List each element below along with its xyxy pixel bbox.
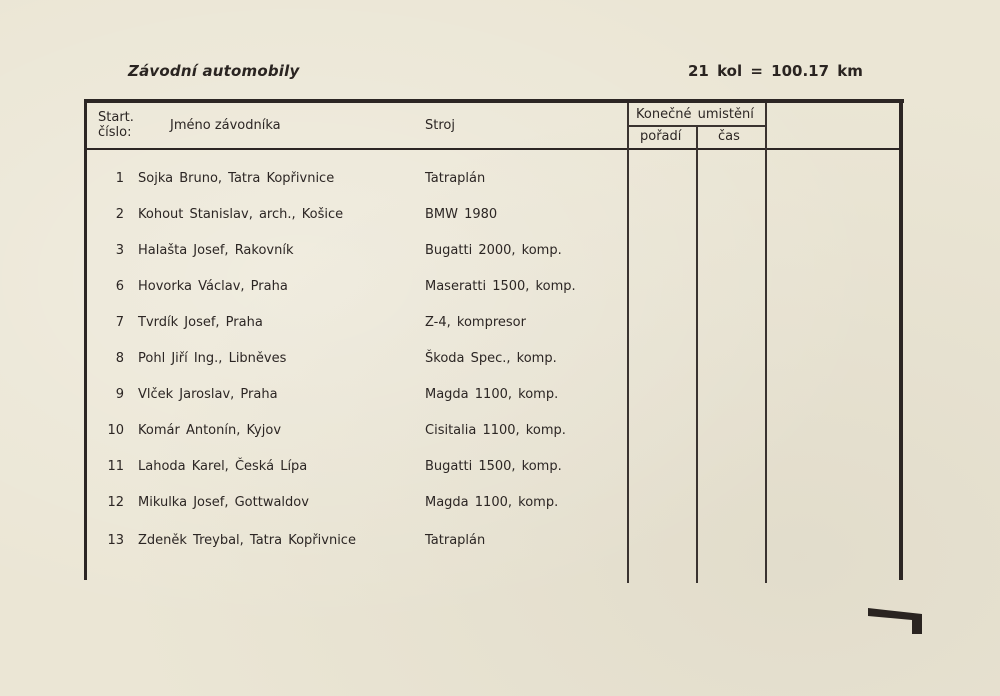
table-header-divider [86,148,901,150]
header-position: pořadí [640,129,682,144]
table-right-border [899,99,903,580]
start-number: 9 [115,387,124,402]
header-start-line1: Start. [98,110,134,125]
start-number: 11 [107,459,124,474]
car-model: Tatraplán [425,171,486,186]
start-number: 6 [115,279,124,294]
header-final-placement: Konečné umistění [636,107,754,122]
driver-name: Pohl Jiří Ing., Libněves [138,351,287,366]
column-divider-position-time [696,126,698,583]
car-model: Škoda Spec., komp. [425,351,557,366]
start-number: 10 [107,423,124,438]
start-number: 8 [115,351,124,366]
start-number: 13 [107,533,124,548]
column-divider-position-left [627,103,629,583]
driver-name: Kohout Stanislav, arch., Košice [138,207,344,222]
car-model: Magda 1100, komp. [425,387,559,402]
car-model: Cisitalia 1100, komp. [425,423,566,438]
start-number: 3 [115,243,124,258]
driver-name: Zdeněk Treybal, Tatra Kopřivnice [138,533,356,548]
final-header-subdivider [628,125,766,127]
driver-name: Komár Antonín, Kyjov [138,423,282,438]
column-divider-time-right [765,103,767,583]
start-number: 12 [107,495,124,510]
driver-name: Mikulka Josef, Gottwaldov [138,495,309,510]
driver-name: Halašta Josef, Rakovník [138,243,294,258]
driver-name: Sojka Bruno, Tatra Kopřivnice [138,171,335,186]
header-start-number [98,110,134,140]
start-number: 2 [115,207,124,222]
car-model: Z-4, kompresor [425,315,526,330]
page-title: Závodní automobily [128,62,300,80]
driver-name: Tvrdík Josef, Praha [138,315,263,330]
header-car: Stroj [425,118,455,133]
driver-name: Hovorka Václav, Praha [138,279,288,294]
car-model: Bugatti 1500, komp. [425,459,562,474]
start-number: 7 [115,315,124,330]
header-time: čas [718,129,740,144]
header-driver-name: Jméno závodníka [170,118,281,133]
table-top-border [84,99,904,103]
header-start-line2: číslo: [98,125,132,140]
driver-name: Lahoda Karel, Česká Lípa [138,459,308,474]
start-number: 1 [115,171,124,186]
driver-name: Vlček Jaroslav, Praha [138,387,278,402]
car-model: Tatraplán [425,533,486,548]
page-corner-mark [866,606,924,636]
car-model: Maseratti 1500, komp. [425,279,576,294]
table-left-border [84,99,87,580]
car-model: Magda 1100, komp. [425,495,559,510]
car-model: BMW 1980 [425,207,498,222]
car-model: Bugatti 2000, komp. [425,243,562,258]
race-distance: 21 kol = 100.17 km [688,62,863,80]
